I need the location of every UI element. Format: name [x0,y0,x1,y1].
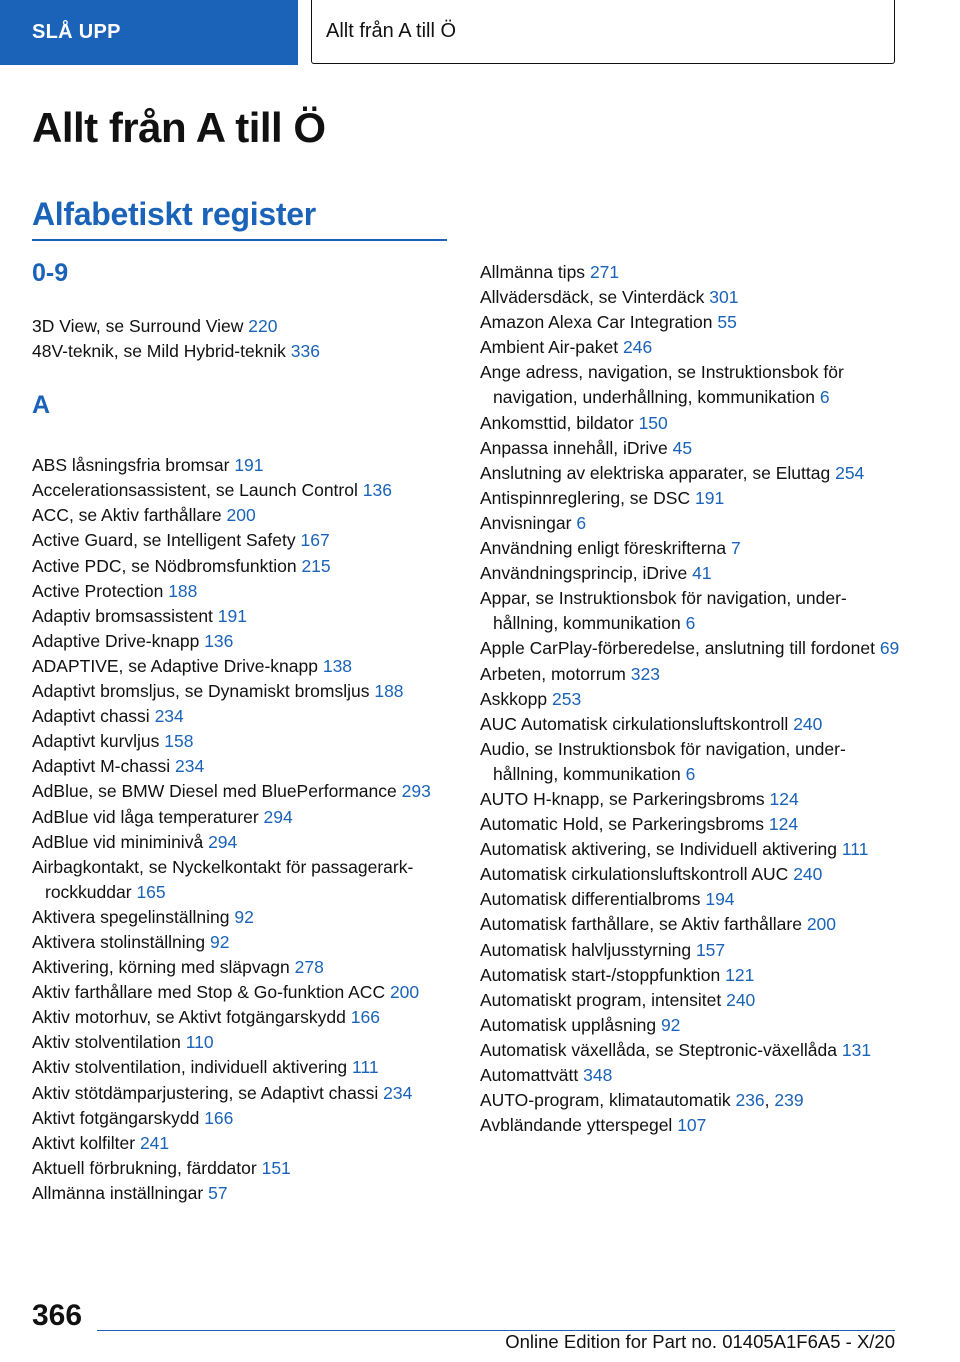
index-entry [32,654,452,679]
page-reference-link[interactable]: 111 [841,839,869,860]
index-entry-text: Ankomsttid, bildator [480,412,634,433]
page-reference-link[interactable]: 200 [389,982,420,1003]
lookup-tab-label: SLÅ UPP [32,21,121,43]
index-entry-text: Aktivering, körning med släpvagn [32,957,290,978]
entries-group-0-9 [32,314,452,364]
index-entry-text: 48V-teknik, se Mild Hybrid-teknik [32,341,286,362]
group-letter-0-9: 0-9 [32,259,69,287]
index-entry [480,1013,900,1038]
index-entry-text: Accelerationsassistent, se Launch Control [32,480,358,501]
page-reference-link[interactable]: 124 [769,788,799,809]
section-tab[interactable] [311,0,895,64]
index-column-right [480,260,900,1138]
index-entry [32,1005,452,1030]
index-entry [480,486,900,511]
page-reference-link[interactable]: 188 [168,580,198,601]
index-entry [480,335,900,360]
index-entry-text: Apple CarPlay-förberedelse, anslutning till fordonet [480,638,875,659]
page-reference-link[interactable]: 191 [217,605,247,626]
index-entry-text: Allvädersdäck, se Vinterdäck [480,287,705,308]
page-reference-link[interactable]: 234 [383,1082,413,1103]
index-entry-text: Airbagkontakt, se Nyckelkontakt för passagerarkrockkuddar [32,856,414,902]
page-reference-link[interactable]: 215 [301,555,331,576]
page-reference-link[interactable]: 136 [204,630,234,651]
page-reference-link[interactable]: 239 [774,1090,804,1111]
index-entry [480,360,900,410]
page-reference-link[interactable]: 323 [630,663,660,684]
index-entry [480,662,900,687]
index-entry-text: Aktivera spegelinställning [32,906,230,927]
index-entry-text: Avbländande ytterspegel [480,1115,673,1136]
index-entry [480,1063,900,1088]
index-entry-text: Automatic Hold, se Parkeringsbroms [480,814,764,835]
index-entry-text: Aktiv stolventilation, individuell aktivering [32,1057,348,1078]
page-reference-link[interactable]: 41 [692,563,712,584]
index-entry [32,1156,452,1181]
page-reference-link[interactable]: 57 [208,1182,228,1203]
index-entry-text: Active PDC, se Nödbromsfunktion [32,555,297,576]
index-entry [480,963,900,988]
page-reference-link[interactable]: 45 [672,437,693,458]
index-entry-text: AUTO H-knapp, se Parkeringsbroms [480,788,765,809]
index-entry [480,260,900,285]
index-entry-text: Automatisk farthållare, se Aktiv farthållare [480,914,802,935]
index-entry-text: Ambient Air-paket [480,337,619,358]
index-entry-text: Amazon Alexa Car Integration [480,312,713,333]
index-entry-text: AdBlue vid låga temperaturer [32,806,259,827]
section-divider [32,239,447,241]
index-entry [32,779,452,804]
page-reference-link[interactable]: 240 [726,989,756,1010]
page-reference-link[interactable]: 294 [208,831,238,852]
index-entry-text: Automattvätt [480,1065,579,1085]
index-entry-text: Appar, se Instruktionsbok för navigation, underhållning, kommunikation [480,588,847,634]
page-reference-link[interactable]: 136 [362,480,392,501]
page-reference-link[interactable]: 6 [819,387,830,408]
page-reference-link[interactable]: 191 [694,487,725,508]
index-entry [480,912,900,937]
page-reference-link[interactable]: 6 [685,763,696,784]
index-entry-text: Adaptivt kurvljus [32,731,160,752]
index-entry [32,554,452,579]
index-entry-text: Adaptivt bromsljus, se Dynamiskt bromsljus [32,681,370,702]
index-entry [480,285,900,310]
spacer [32,426,452,453]
index-entry-text: AUC Automatisk cirkulationsluftskontroll [480,713,789,734]
page-reference-link[interactable]: 138 [322,655,353,676]
page-reference-link[interactable]: 151 [261,1157,291,1178]
index-column-left [32,259,452,1206]
page-reference-link[interactable]: 92 [660,1014,681,1035]
index-entry [480,837,900,862]
page-reference-link[interactable]: 6 [685,613,696,634]
index-entry [480,887,900,912]
index-entry [480,536,900,561]
index-entry-text: Anpassa innehåll, iDrive [480,437,668,458]
group-letter-a-wrap [32,376,452,426]
page-reference-link[interactable]: 294 [263,806,293,827]
index-entry [480,737,900,787]
index-entry [480,787,900,812]
page-reference-link[interactable]: 157 [695,939,726,960]
page-number: 366 [32,1299,83,1332]
page-reference-link[interactable]: 200 [806,914,837,935]
index-entry-text: Allmänna inställningar [32,1182,204,1203]
index-entry [32,1106,452,1131]
page-reference-link[interactable]: 191 [234,455,264,476]
index-entry-text: Anvisningar [480,512,572,533]
index-entry [480,636,900,661]
index-entry [32,478,452,503]
index-entry [32,679,452,704]
page-reference-link[interactable]: 336 [290,341,320,362]
page-reference-link[interactable]: 236 [735,1090,765,1111]
section-heading: Alfabetiskt register [32,196,316,232]
page-reference-link[interactable]: 271 [589,262,620,282]
index-entry-text: Adaptive Drive-knapp [32,630,200,651]
index-entry [480,712,900,737]
index-entry-text: AdBlue vid miniminivå [32,831,204,852]
index-entry [32,629,452,654]
index-entry-text: ABS låsningsfria bromsar [32,455,230,476]
index-entry [480,1038,900,1063]
group-letter-a: A [32,391,51,420]
index-entry-text: Aktiv motorhuv, se Aktivt fotgängarskydd [32,1007,346,1028]
index-entry [480,812,900,837]
index-entry-text: Aktivera stolinställning [32,931,206,952]
index-entry [480,687,900,712]
index-entry-text: AUTO-program, klimatautomatik [480,1090,731,1111]
index-entry-text: Aktivt fotgängarskydd [32,1107,200,1128]
page-reference-link[interactable]: 92 [210,931,230,952]
index-entry-text: Användning enligt föreskrifterna [480,538,727,559]
index-entry-text: Adaptivt chassi [32,706,150,727]
index-entry [32,528,452,553]
lookup-tab[interactable] [0,0,298,65]
index-entry [480,586,900,636]
index-entry [32,503,452,528]
index-entry-text: ACC, se Aktiv farthållare [32,505,222,526]
index-entry [480,461,900,486]
page-reference-link[interactable]: 194 [705,889,735,910]
index-entry [32,905,452,930]
page-reference-link[interactable]: 253 [552,688,582,709]
index-entry [480,411,900,436]
index-entry [32,453,452,478]
index-entry-text: AdBlue, se BMW Diesel med BluePerformance [32,781,397,802]
page-reference-link[interactable]: 167 [300,530,330,551]
index-entry-text: Automatiskt program, intensitet [480,989,722,1010]
index-entry [32,754,452,779]
page-reference-link[interactable]: 107 [677,1115,707,1136]
index-entry-text: Aktivt kolfilter [32,1132,136,1153]
index-entry [480,310,900,335]
index-entry: AUTO-program, klimatautomatik 236, 239 [480,1090,804,1111]
index-entry-text: Audio, se Instruktionsbok för navigation, underhållning, kommunikation [480,738,846,784]
page-reference-link[interactable]: 200 [226,505,256,526]
page-reference-link[interactable]: 7 [731,538,741,559]
index-entry [32,579,452,604]
section-tab-label: Allt från A till Ö [326,20,457,42]
index-entry [32,1181,452,1206]
index-entry-text: Anslutning av elektriska apparater, se Eluttag [480,462,831,483]
page-reference-link[interactable]: 241 [139,1132,170,1153]
index-entry-text: Adaptivt M-chassi [32,756,171,777]
page-reference-link[interactable]: 166 [204,1107,234,1128]
page-reference-link[interactable]: 124 [768,814,799,835]
index-entry-text: Aktiv stolventilation [32,1032,181,1053]
page-reference-link[interactable]: 240 [793,713,823,734]
page-reference-link[interactable]: 234 [154,706,184,727]
index-entry-text: Automatisk aktivering, se Individuell aktivering [480,839,837,860]
index-entry [480,436,900,461]
index-entry-text: 3D View, se Surround View [32,316,244,336]
index-entry-text: Arbeten, motorrum [480,663,626,684]
page-reference-link[interactable]: 111 [352,1057,379,1078]
index-entry [480,561,900,586]
index-entry [32,1131,452,1156]
index-entry-text: Automatisk halvljusstyrning [480,939,692,960]
page-reference-link[interactable]: 240 [793,864,823,885]
page-reference-link[interactable]: 6 [576,512,587,533]
entries-group-a-continued [480,260,900,1138]
page-reference-link[interactable]: 234 [174,756,205,777]
index-entry [480,1113,900,1138]
index-entry-text: Active Guard, se Intelligent Safety [32,530,296,551]
index-entry [32,980,452,1005]
page-reference-link[interactable]: 220 [248,316,278,336]
index-entry [480,511,900,536]
page-reference-link[interactable]: 55 [717,312,737,333]
footer-edition: Online Edition for Part no. 01405A1F6A5 - X/20 [505,1331,895,1352]
page-reference-link[interactable]: 293 [401,781,431,802]
index-entry-text: Automatisk differentialbroms [480,889,701,910]
page-reference-link[interactable]: 188 [374,681,404,702]
index-entry [480,988,900,1013]
index-entry [32,729,452,754]
index-entry [32,955,452,980]
page-reference-link[interactable]: 254 [835,462,865,483]
index-entry [32,604,452,629]
index-entry [32,805,452,830]
index-entry-text: Aktuell förbrukning, färddator [32,1157,257,1178]
index-entry-text: Askkopp [480,688,548,709]
index-entry [32,314,452,339]
index-entry-text: Användningsprincip, iDrive [480,563,688,584]
index-entry-text: Aktiv stötdämparjustering, se Adaptivt chassi [32,1082,379,1103]
index-entry-text: ADAPTIVE, se Adaptive Drive-knapp [32,655,318,676]
page-reference-link[interactable]: 150 [638,412,668,433]
index-entry-text: Aktiv farthållare med Stop & Go-funktion ACC [32,982,386,1003]
index-entry [32,1055,452,1080]
page-reference-link[interactable]: 131 [841,1039,872,1060]
page-reference-link[interactable]: 69 [879,638,900,659]
entries-group-a [32,453,452,1206]
index-entry-text: Adaptiv bromsassistent [32,605,213,626]
index-entry-text: Ange adress, navigation, se Instruktionsbok för navigation, underhållning, kommunikation [480,362,844,408]
index-entry [32,1030,452,1055]
page-reference-link[interactable]: 121 [725,964,755,985]
index-entry-text: Automatisk upplåsning [480,1014,657,1035]
index-entry-text: Automatisk växellåda, se Steptronic-växellåda [480,1039,837,1060]
index-entry [32,1081,452,1106]
page-reference-link[interactable]: 246 [623,337,653,358]
index-entry-text: Allmänna tips [480,262,586,282]
page-reference-link[interactable]: 165 [136,881,166,902]
page-reference-link[interactable]: 301 [709,287,739,308]
page-reference-link[interactable]: 166 [350,1007,380,1028]
index-entry [32,830,452,855]
index-entry-text: Antispinnreglering, se DSC [480,487,691,508]
index-entry-text: Automatisk start-/stoppfunktion [480,964,721,985]
index-entry [32,704,452,729]
index-entry [32,339,452,364]
index-entry-text: Active Protection [32,580,164,601]
index-entry [480,862,900,887]
page-reference-link[interactable]: 278 [294,957,324,978]
index-entry [480,938,900,963]
page-reference-link[interactable]: 158 [164,731,194,752]
page-reference-link[interactable]: 92 [234,906,254,927]
page-title: Allt från A till Ö [32,104,326,151]
index-entry-text: Automatisk cirkulationsluftskontroll AUC [480,864,789,885]
index-entry [32,855,452,905]
page-reference-link[interactable]: 348 [583,1065,613,1085]
header-bar [0,0,960,65]
page-reference-link[interactable]: 110 [185,1032,214,1053]
index-entry [32,930,452,955]
